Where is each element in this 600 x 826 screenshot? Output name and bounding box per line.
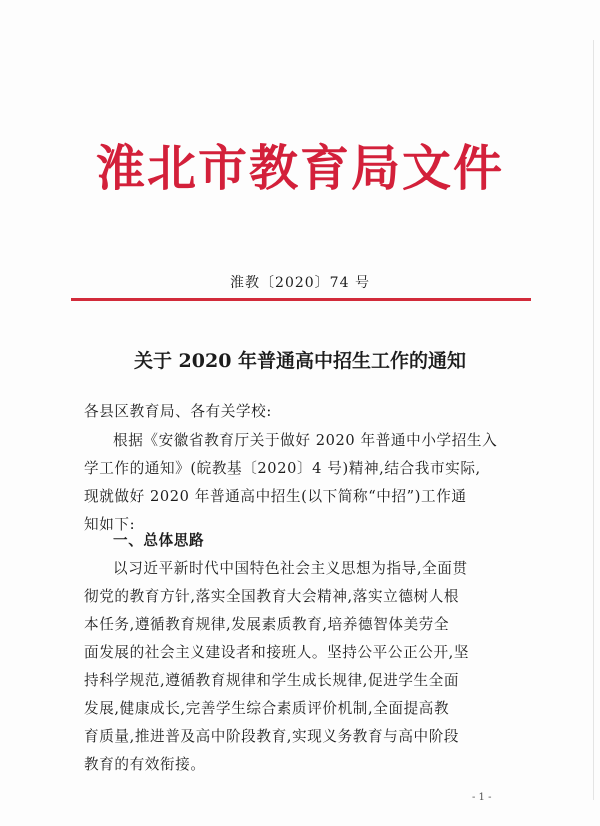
notice-title: 关于 2020 年普通高中招生工作的通知	[133, 350, 467, 372]
intro-line: 学工作的通知》(皖教基〔2020〕4 号)精神,结合我市实际,	[84, 460, 481, 477]
body-line: 育质量,推进普及高中阶段教育,实现义务教育与高中阶段	[84, 728, 460, 745]
page-number: - 1 -	[472, 792, 492, 803]
body-line: 面发展的社会主义建设者和接班人。坚持公平公正公开,坚	[84, 644, 470, 661]
body-line: 以习近平新时代中国特色社会主义思想为指导,全面贯	[113, 560, 468, 577]
body-line: 本任务,遵循教育规律,发展素质教育,培养德智体美劳全	[84, 616, 450, 633]
red-divider-line	[71, 298, 531, 301]
body-line: 持科学规范,遵循教育规律和学生成长规律,促进学生全面	[84, 672, 460, 689]
document-header-title: 淮北市教育局文件	[95, 140, 504, 197]
body-line: 发展,健康成长,完善学生综合素质评价机制,全面提高教	[84, 700, 450, 717]
body-line: 彻党的教育方针,落实全国教育大会精神,落实立德树人根	[84, 588, 460, 605]
salutation: 各县区教育局、各有关学校:	[84, 403, 272, 420]
intro-line: 根据《安徽省教育厅关于做好 2020 年普通中小学招生入	[113, 432, 498, 449]
body-line: 教育的有效衔接。	[84, 756, 206, 773]
section-heading: 一、总体思路	[113, 532, 205, 549]
intro-line: 现就做好 2020 年普通高中招生(以下简称“中招”)工作通	[84, 488, 467, 505]
document-number: 淮教〔2020〕74 号	[230, 275, 370, 291]
intro-line: 知如下:	[84, 516, 136, 533]
